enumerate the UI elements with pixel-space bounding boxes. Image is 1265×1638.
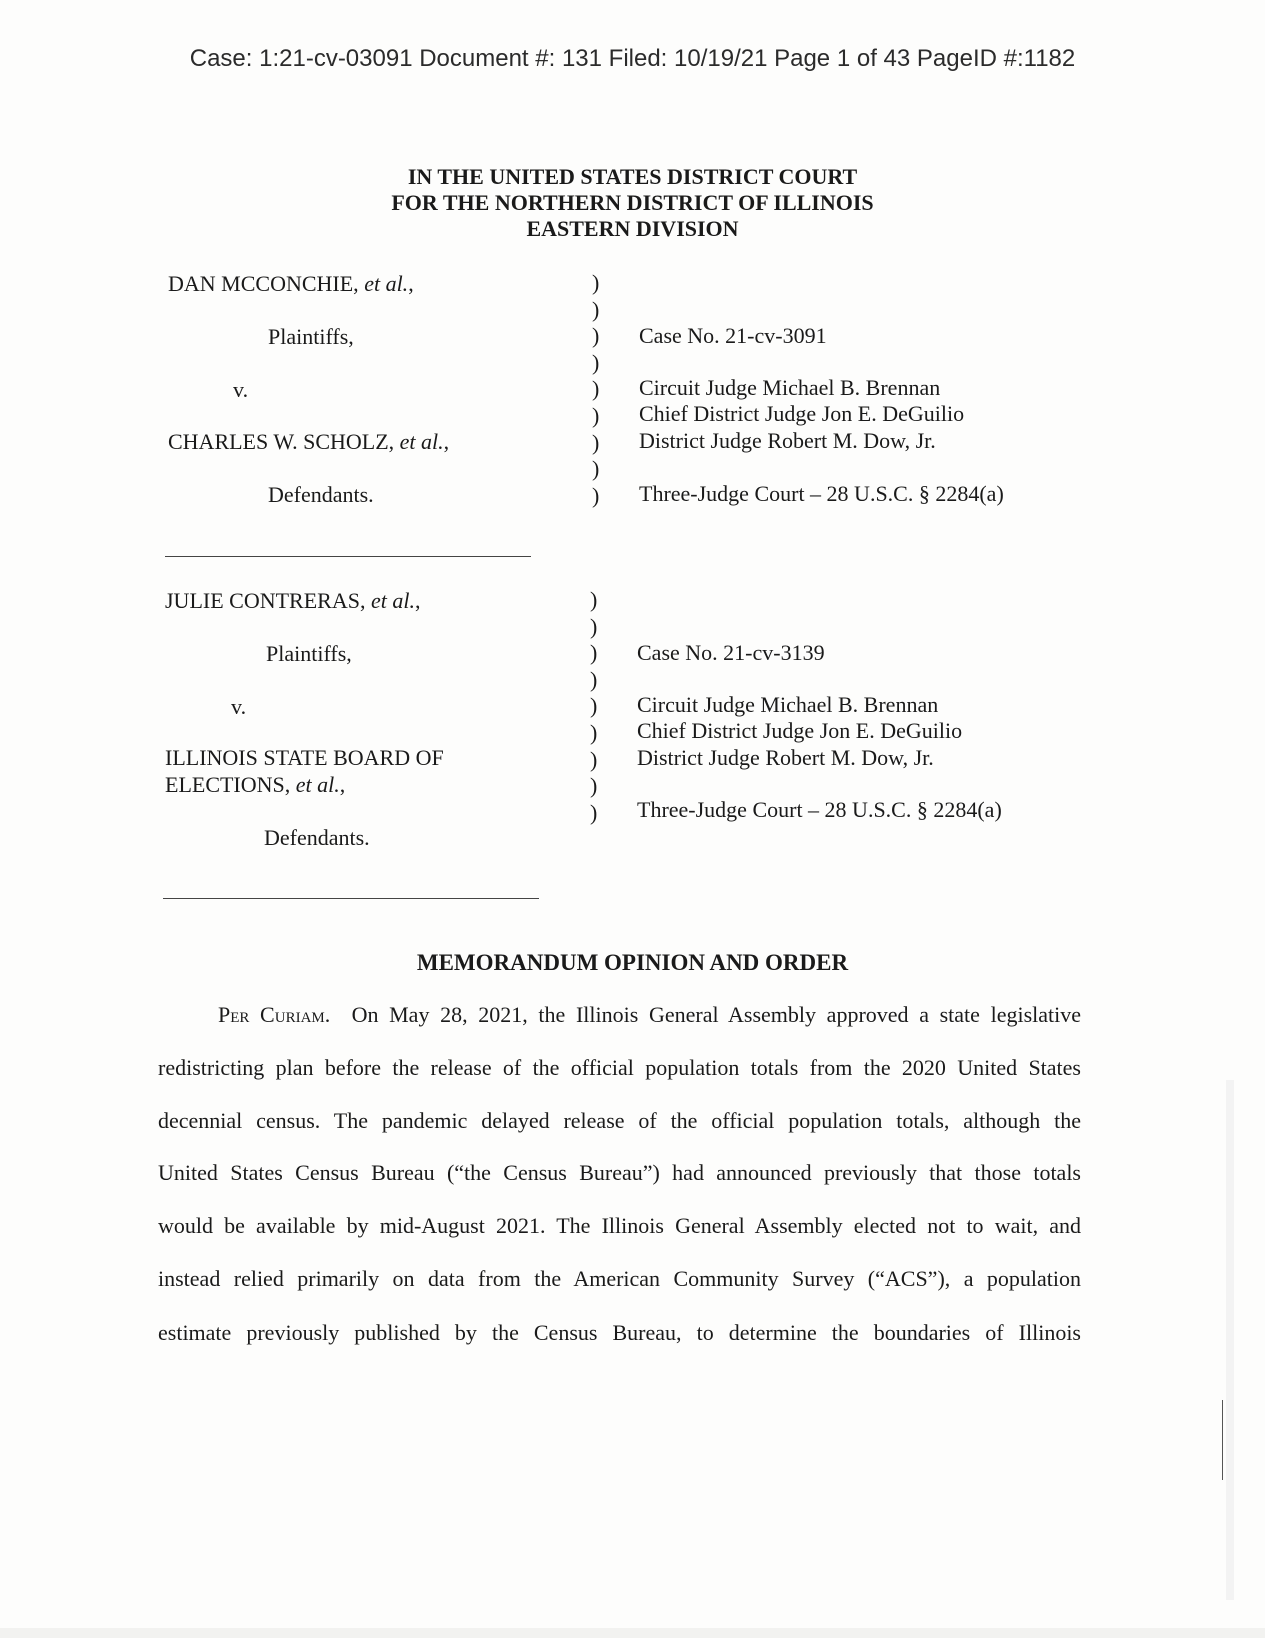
judge-line-3: District Judge Robert M. Dow, Jr. bbox=[639, 428, 936, 453]
defendant-name: CHARLES W. SCHOLZ, et al., bbox=[168, 429, 450, 454]
judge-line-3: District Judge Robert M. Dow, Jr. bbox=[637, 745, 934, 770]
body-line: redistricting plan before the release of the official population totals from the 2020 United States bbox=[158, 1055, 1081, 1080]
court-name-line-1: IN THE UNITED STATES DISTRICT COURT bbox=[407, 164, 858, 189]
case-number: Case No. 21-cv-3091 bbox=[639, 323, 827, 348]
caption-paren-column: ) ) ) ) ) ) ) ) ) bbox=[592, 270, 600, 508]
opinion-title: MEMORANDUM OPINION AND ORDER bbox=[416, 950, 849, 975]
body-line: United States Census Bureau (“the Census Bureau”) had announced previously that those totals bbox=[158, 1160, 1081, 1185]
court-name-line-3: EASTERN DIVISION bbox=[526, 216, 739, 241]
defendant-name-line-2: ELECTIONS, et al., bbox=[165, 772, 346, 797]
defendant-name-line-1: ILLINOIS STATE BOARD OF bbox=[165, 745, 444, 770]
court-type: Three-Judge Court – 28 U.S.C. § 2284(a) bbox=[639, 481, 1004, 506]
defendants-label: Defendants. bbox=[268, 482, 374, 507]
defendants-label: Defendants. bbox=[264, 825, 370, 850]
body-line: instead relied primarily on data from the American Community Survey (“ACS”), a population bbox=[158, 1266, 1081, 1291]
versus: v. bbox=[233, 377, 249, 402]
caption-divider bbox=[165, 556, 531, 557]
court-type: Three-Judge Court – 28 U.S.C. § 2284(a) bbox=[637, 797, 1002, 822]
judge-line-1: Circuit Judge Michael B. Brennan bbox=[637, 692, 939, 717]
case-number: Case No. 21-cv-3139 bbox=[637, 640, 825, 665]
court-name-line-2: FOR THE NORTHERN DISTRICT OF ILLINOIS bbox=[391, 190, 874, 215]
plaintiffs-label: Plaintiffs, bbox=[266, 641, 352, 666]
scan-bottom-edge bbox=[0, 1628, 1265, 1638]
scan-shadow bbox=[1226, 1080, 1234, 1600]
judge-line-2: Chief District Judge Jon E. DeGuilio bbox=[639, 401, 965, 426]
body-line: decennial census. The pandemic delayed release of the official population totals, although the bbox=[158, 1108, 1081, 1133]
plaintiff-name: JULIE CONTRERAS, et al., bbox=[165, 588, 421, 613]
body-line: Per Curiam. On May 28, 2021, the Illinois General Assembly approved a state legislative bbox=[218, 1002, 1082, 1027]
judge-line-2: Chief District Judge Jon E. DeGuilio bbox=[637, 718, 963, 743]
body-line: estimate previously published by the Census Bureau, to determine the boundaries of Illinois bbox=[158, 1320, 1081, 1345]
judge-line-1: Circuit Judge Michael B. Brennan bbox=[639, 375, 941, 400]
ecf-header: Case: 1:21-cv-03091 Document #: 131 Filed: 10/19/21 Page 1 of 43 PageID #:1182 bbox=[189, 45, 1076, 72]
caption-paren-column: ) ) ) ) ) ) ) ) ) bbox=[590, 587, 598, 825]
versus: v. bbox=[231, 694, 247, 719]
per-curiam: Per Curiam. bbox=[218, 1002, 331, 1027]
plaintiffs-label: Plaintiffs, bbox=[268, 324, 354, 349]
scan-mark bbox=[1222, 1400, 1223, 1480]
caption-divider bbox=[163, 898, 539, 899]
plaintiff-name: DAN MCCONCHIE, et al., bbox=[168, 271, 414, 296]
body-line: would be available by mid-August 2021. The Illinois General Assembly elected not to wait, and bbox=[158, 1213, 1081, 1238]
